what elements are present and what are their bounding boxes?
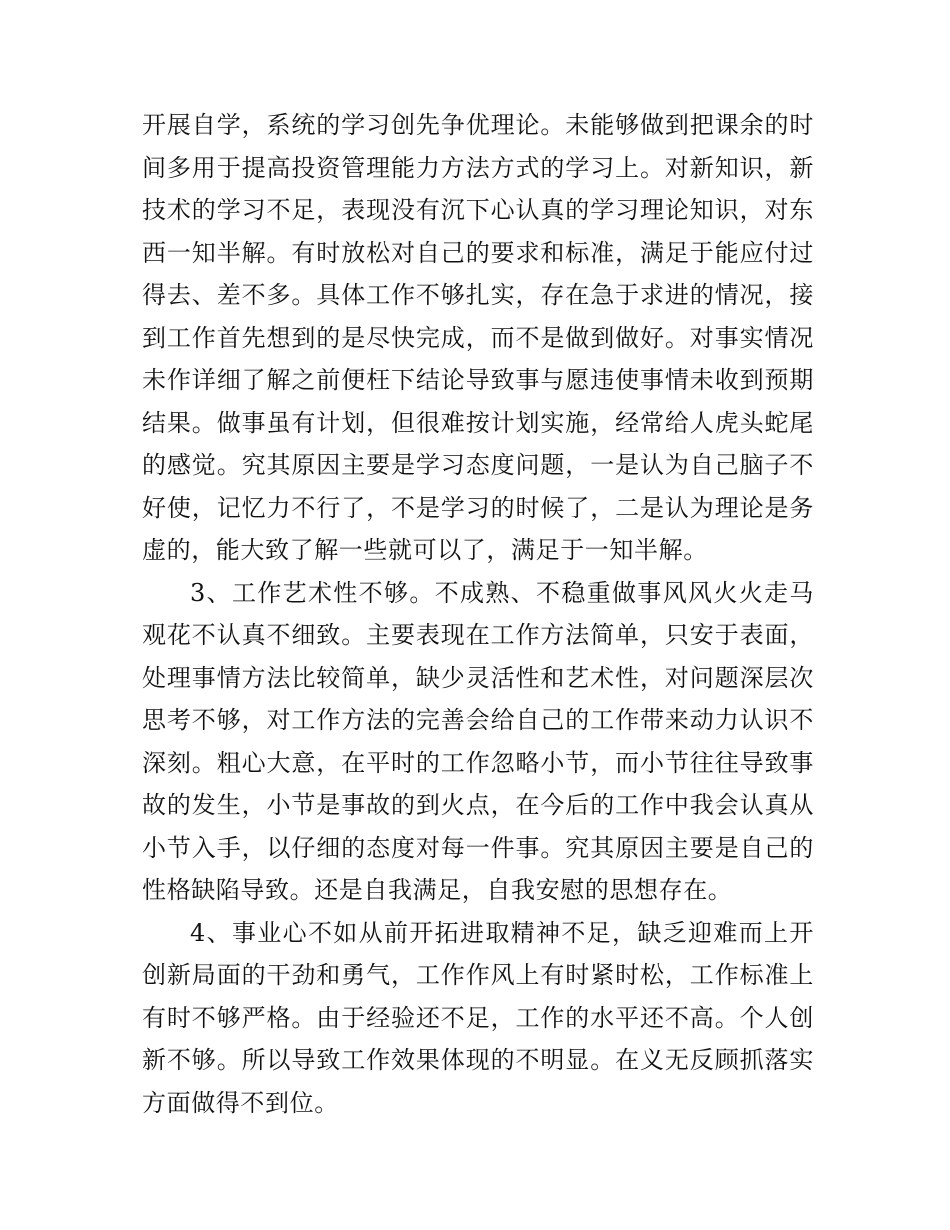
- paragraph-item-4: 4、事业心不如从前开拓进取精神不足，缺乏迎难而上开创新局面的干劲和勇气，工作作风上有时紧时松，工作标准上有时不够严格。由于经验还不足，工作的水平还不高。个人创新不够。所以导致工作效果体现的不明显。在义无反顾抓落实方面做得不到位。: [142, 918, 814, 1117]
- paragraph-item-3: 3、工作艺术性不够。不成熟、不稳重做事风风火火走马观花不认真不细致。主要表现在工作方法简单，只安于表面，处理事情方法比较简单，缺少灵活性和艺术性，对问题深层次思考不够，对工作方法的完善会给自己的工作带来动力认识不深刻。粗心大意，在平时的工作忽略小节，而小节往往导致事故的发生，小节是事故的到火点，在今后的工作中我会认真从小节入手，以仔细的态度对每一件事。究其原因主要是自己的性格缺陷导致。还是自我满足，自我安慰的思想存在。: [142, 578, 814, 904]
- document-body: [142, 104, 814, 1124]
- paragraph-continuation: 开展自学，系统的学习创先争优理论。未能够做到把课余的时间多用于提高投资管理能力方法方式的学习上。对新知识，新技术的学习不足，表现没有沉下心认真的学习理论知识，对东西一知半解。有时放松对自己的要求和标准，满足于能应付过得去、差不多。具体工作不够扎实，存在急于求进的情况，接到工作首先想到的是尽快完成，而不是做到做好。对事实情况未作详细了解之前便枉下结论导致事与愿违使事情未收到预期结果。做事虽有计划，但很难按计划实施，经常给人虎头蛇尾的感觉。究其原因主要是学习态度问题，一是认为自己脑子不好使，记忆力不行了，不是学习的时候了，二是认为理论是务虚的，能大致了解一些就可以了，满足于一知半解。: [142, 111, 814, 564]
